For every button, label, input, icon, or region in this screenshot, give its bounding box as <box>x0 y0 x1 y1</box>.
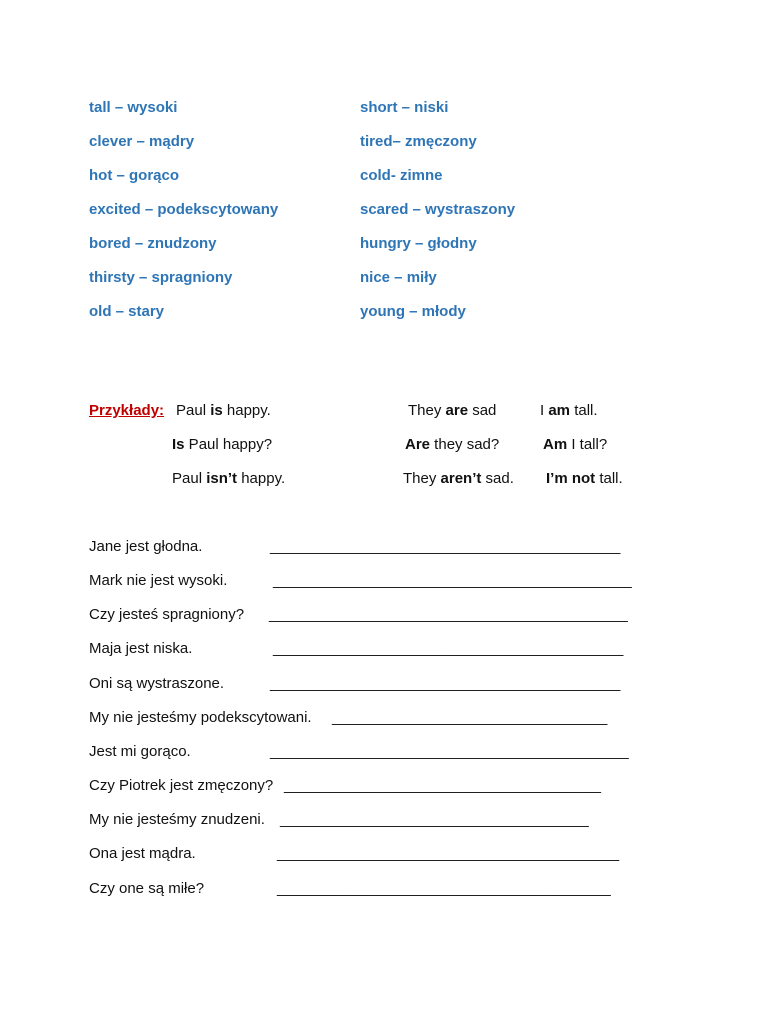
exercise-prompt: Czy Piotrek jest zmęczony? <box>89 777 274 794</box>
example-text: tall. <box>595 470 623 487</box>
vocab-item: hungry – głodny <box>360 235 477 252</box>
example-sentence <box>408 401 496 421</box>
answer-blank[interactable]: ________________________________________ <box>277 880 611 897</box>
exercise-prompt: Mark nie jest wysoki. <box>89 572 228 589</box>
exercise-prompt: Czy one są miłe? <box>89 880 205 897</box>
example-text: Paul happy? <box>184 436 273 453</box>
example-text: tall. <box>570 402 598 419</box>
exercise-prompt: Oni są wystraszone. <box>89 675 225 692</box>
vocab-item: tall – wysoki <box>89 99 178 116</box>
vocabulary-list <box>89 91 660 329</box>
exercise-prompt: Ona jest mądra. <box>89 845 196 862</box>
answer-blank[interactable]: _________________________________ <box>332 709 608 726</box>
example-verb: Are <box>405 436 431 453</box>
vocab-item: excited – podekscytowany <box>89 201 279 218</box>
vocab-item: bored – znudzony <box>89 235 217 252</box>
exercise-prompt: Jane jest głodna. <box>89 538 203 555</box>
exercise-prompt: Czy jesteś spragniony? <box>89 606 245 623</box>
example-sentence <box>172 435 272 455</box>
answer-blank[interactable]: ___________________________________________ <box>273 572 632 589</box>
answer-blank[interactable]: __________________________________________ <box>270 538 621 555</box>
example-sentence <box>176 401 271 421</box>
example-text: Paul <box>172 470 207 487</box>
exercise-prompt: My nie jesteśmy podekscytowani. <box>89 709 312 726</box>
example-text: Paul <box>176 402 211 419</box>
example-verb: aren’t <box>440 470 482 487</box>
vocab-item: short – niski <box>360 99 449 116</box>
example-verb: Am <box>543 436 568 453</box>
exercise-prompt: Jest mi gorąco. <box>89 743 191 760</box>
example-text: happy. <box>222 402 271 419</box>
vocab-item: old – stary <box>89 303 165 320</box>
vocab-item: scared – wystraszony <box>360 201 516 218</box>
example-sentence <box>403 469 514 489</box>
example-verb: are <box>445 402 469 419</box>
example-text: happy. <box>237 470 286 487</box>
answer-blank[interactable]: ___________________________________________ <box>269 606 628 623</box>
vocab-item: tired– zmęczony <box>360 133 477 150</box>
example-text: They <box>408 402 446 419</box>
example-verb: I’m not <box>546 470 596 487</box>
example-verb: isn’t <box>206 470 238 487</box>
example-sentence <box>172 469 285 489</box>
example-text: sad. <box>481 470 514 487</box>
vocab-item: clever – mądry <box>89 133 195 150</box>
example-verb: Is <box>172 436 185 453</box>
example-sentence <box>405 435 499 455</box>
vocab-item: cold- zimne <box>360 167 443 184</box>
example-verb: is <box>210 402 223 419</box>
exercise-prompt: My nie jesteśmy znudzeni. <box>89 811 265 828</box>
example-verb: am <box>548 402 571 419</box>
answer-blank[interactable]: _________________________________________ <box>277 845 620 862</box>
vocab-item: young – młody <box>360 303 466 320</box>
answer-blank[interactable]: __________________________________________ <box>273 640 624 657</box>
example-text: sad <box>468 402 497 419</box>
vocab-item: nice – miły <box>360 269 437 286</box>
example-sentence <box>546 469 623 489</box>
example-text: I tall? <box>567 436 608 453</box>
answer-blank[interactable]: __________________________________________ <box>270 675 621 692</box>
vocab-item: thirsty – spragniony <box>89 269 233 286</box>
answer-blank[interactable]: ______________________________________ <box>284 777 602 794</box>
example-sentence <box>543 435 607 455</box>
example-text: I <box>540 402 549 419</box>
examples-label: Przykłady: <box>89 402 165 419</box>
answer-blank[interactable]: ___________________________________________ <box>270 743 629 760</box>
exercise-prompt: Maja jest niska. <box>89 640 193 657</box>
example-text: They <box>403 470 441 487</box>
answer-blank[interactable]: _____________________________________ <box>280 811 589 828</box>
vocab-item: hot – gorąco <box>89 167 180 184</box>
example-text: they sad? <box>430 436 500 453</box>
example-sentence <box>540 401 598 421</box>
